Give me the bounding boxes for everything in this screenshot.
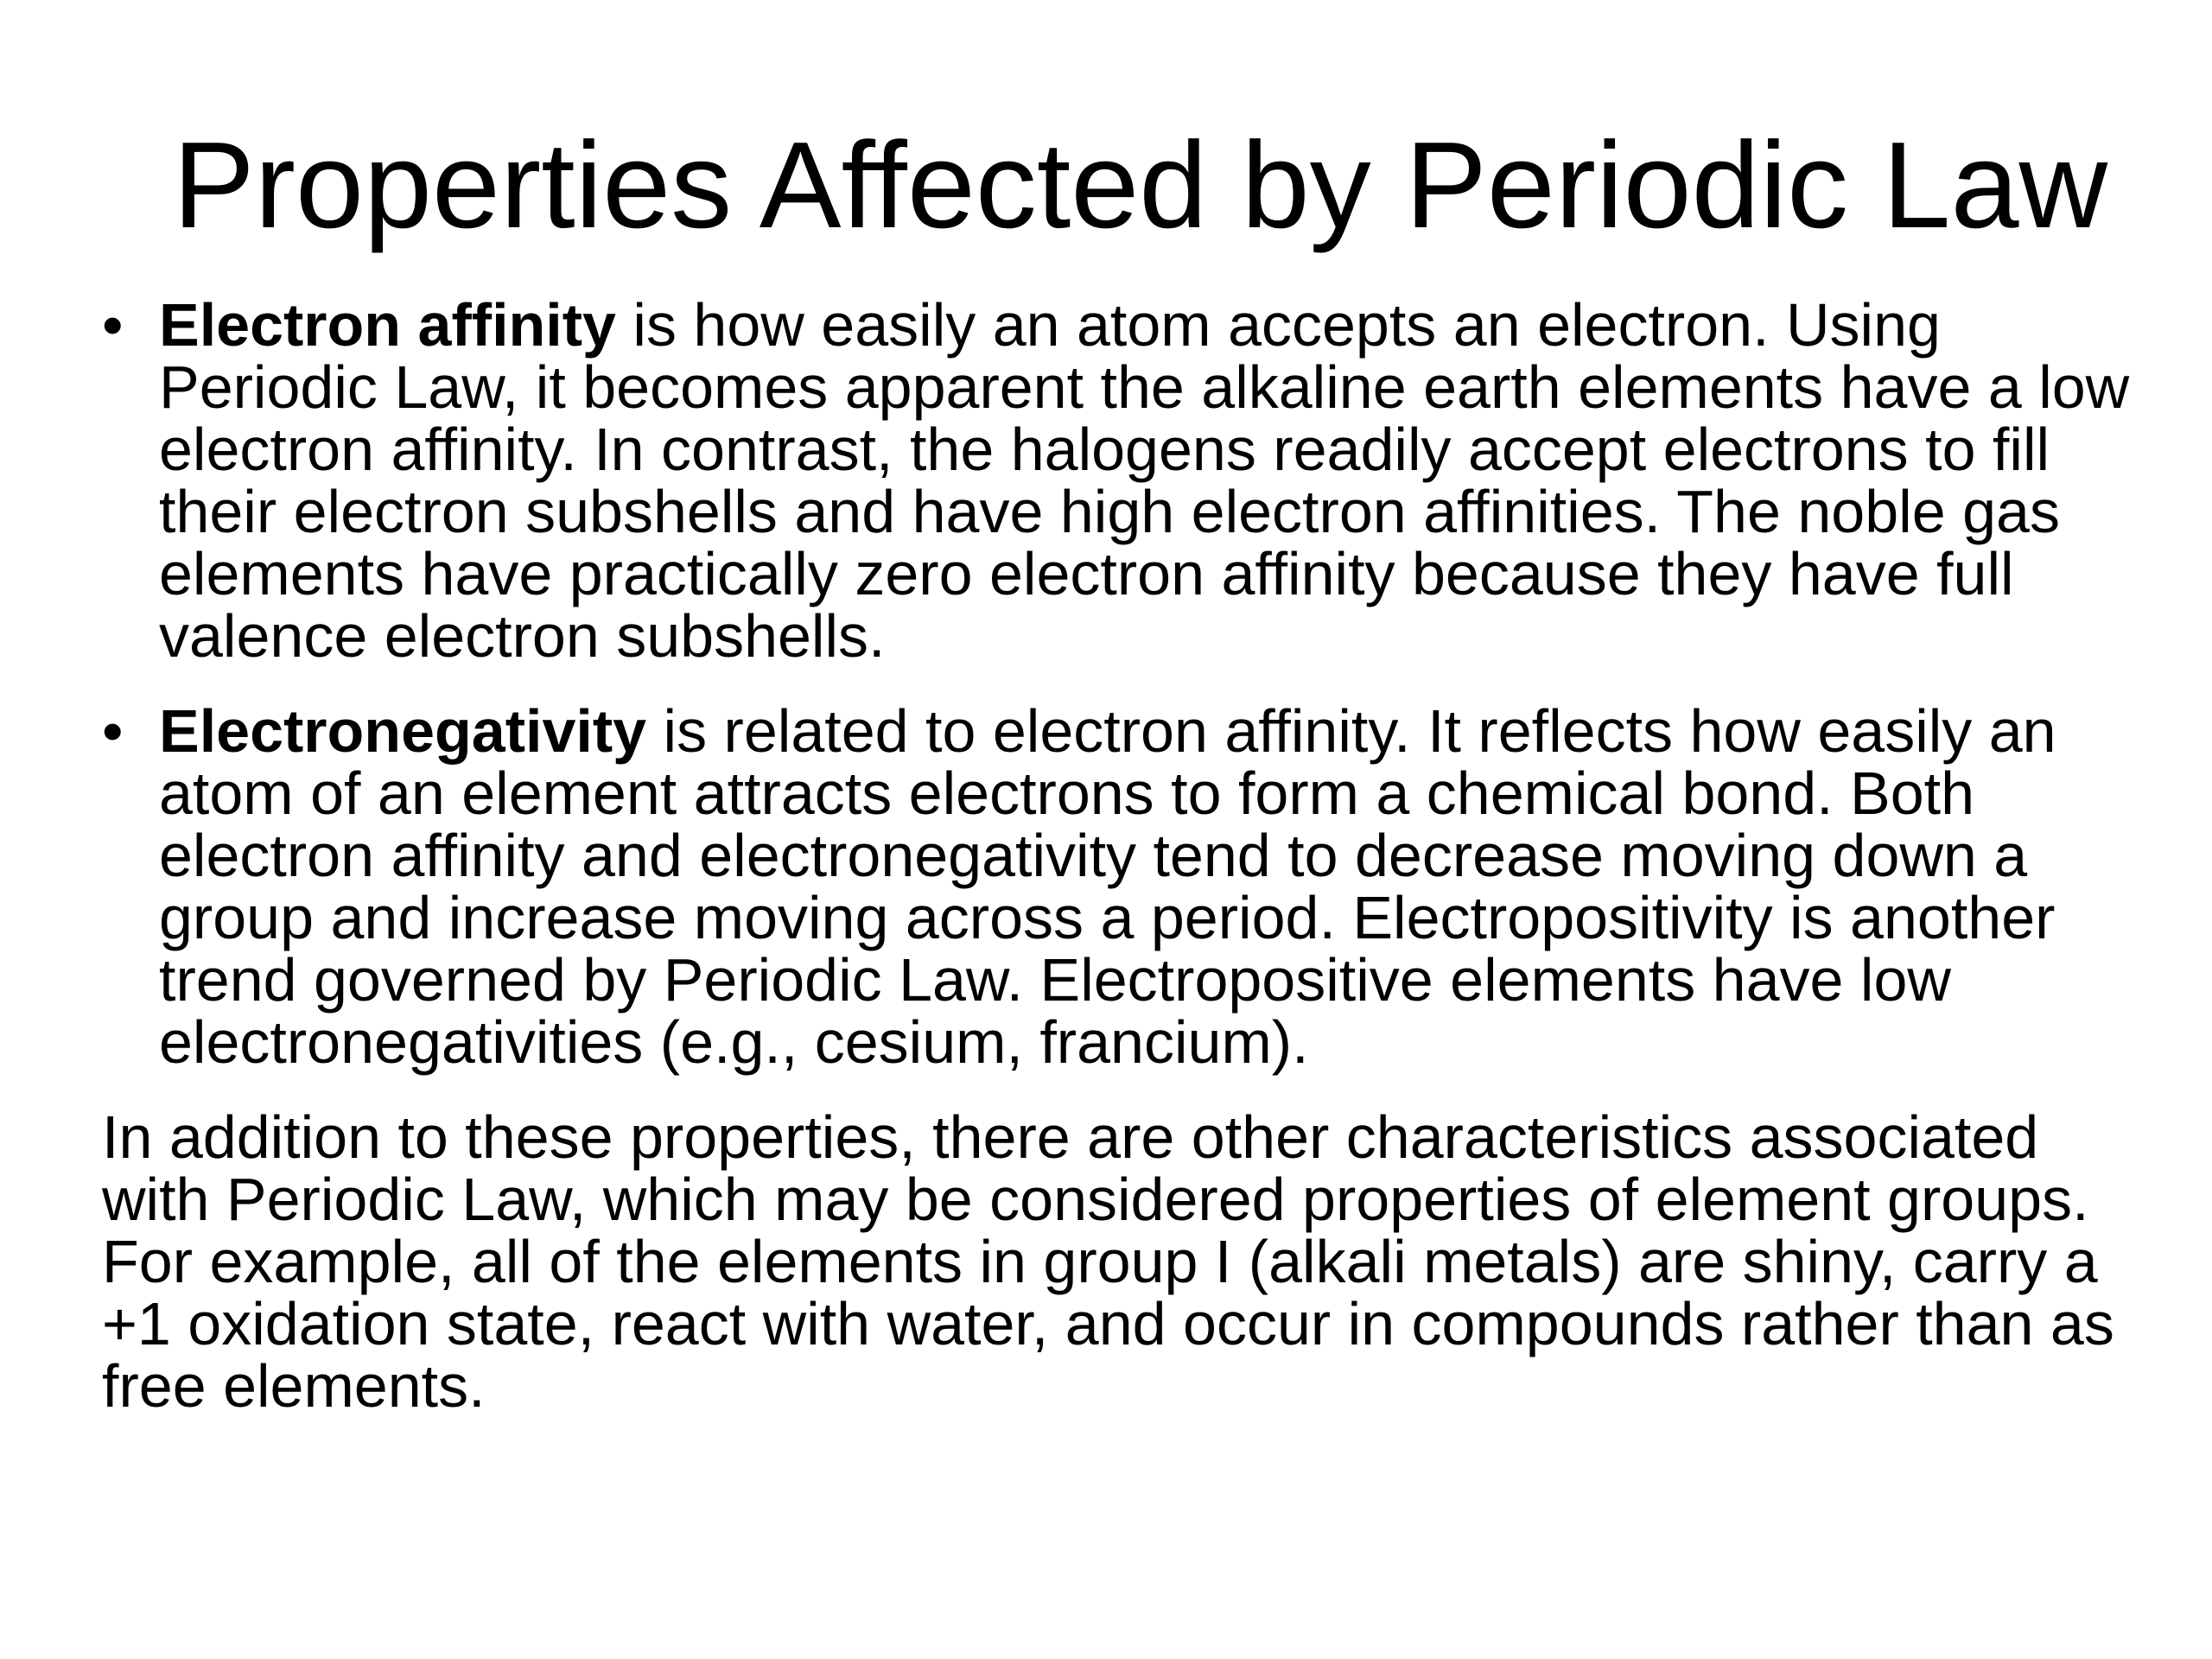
bullet-electron-affinity: [102, 291, 2141, 670]
slide-content: [102, 291, 2141, 1420]
bullet-electronegativity: [102, 697, 2141, 1076]
bullet-term: Electron affinity: [159, 291, 616, 359]
slide-title: Properties Affected by Periodic Law: [173, 117, 2108, 254]
bullet-text: is related to electron affinity. It reflects how easily an atom of an element attracts electrons to form a chemical bond. Both electron affinity and electronegativity tend to decrease moving down a group and increase moving across a period. Electropositivity is another trend governed by Periodic Law. Electropositive elements have low electronegativities (e.g., cesium, francium).: [159, 697, 2056, 1076]
bullet-icon: •: [102, 291, 124, 359]
bullet-text: is how easily an atom accepts an electron. Using Periodic Law, it becomes apparent the alkaline earth elements have a low electron affinity. In contrast, the halogens readily accept electrons to fill their electron subshells and have high electron affinities. The noble gas elements have practically zero electron affinity because they have full valence electron subshells.: [159, 291, 2130, 670]
bullet-term: Electronegativity: [159, 697, 647, 765]
summary-paragraph: In addition to these properties, there are other characteristics associated with Periodic Law, which may be considered properties of element groups. For example, all of the elements in group I (alkali metals) are shiny, carry a +1 oxidation state, react with water, and occur in compounds rather than as free elements.: [102, 1103, 2114, 1420]
bullet-icon: •: [102, 697, 124, 765]
